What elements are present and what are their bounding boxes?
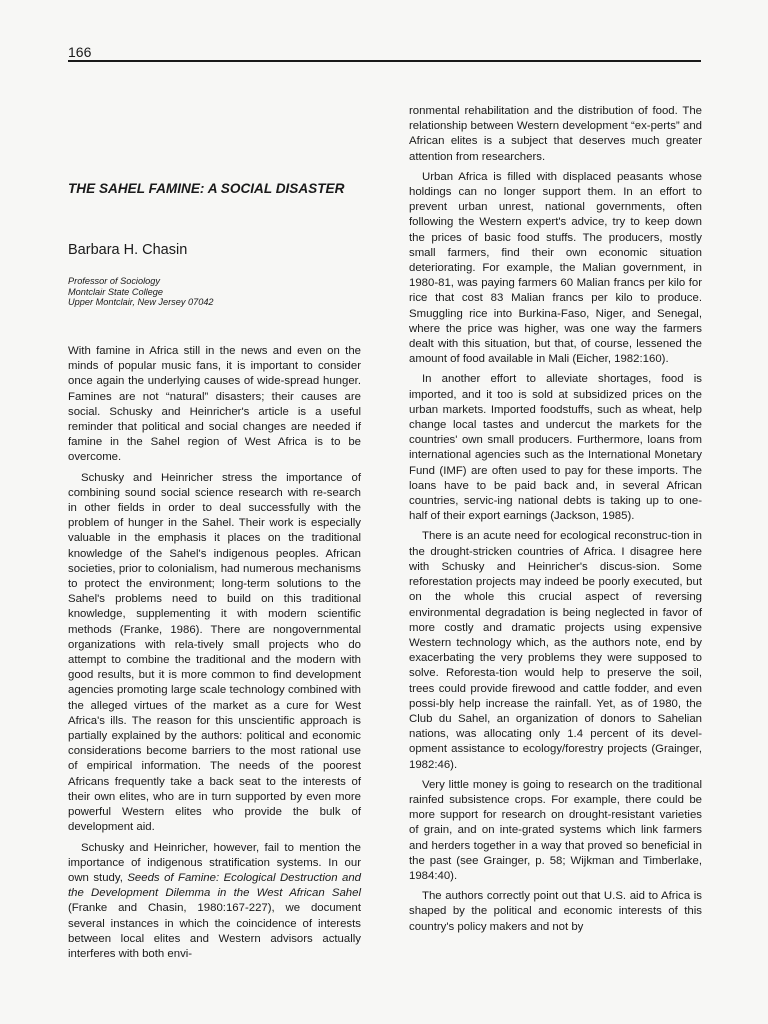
paragraph: With famine in Africa still in the news and even on the minds of popular music fans, it is important to consider once again the underlying causes of wide-spread hunger. Famines are not “natural” disasters; their causes are social. Schusky and Heinricher's article is a useful reminder that political and social changes are needed if famine in the Sahel region of West Africa is to be overcome. [68, 345, 361, 464]
page-number: 166 [68, 44, 92, 60]
header-rule [68, 60, 701, 62]
right-column [409, 104, 702, 940]
paragraph: ronmental rehabilitation and the distribution of food. The relationship between Western development “ex-perts” and African elites is a subject that deserves much greater attention from researchers. [409, 105, 702, 163]
paragraph: The authors correctly point out that U.S. aid to Africa is shaped by the political and economic interests of this country's policy makers and not by [409, 890, 702, 933]
article-title: THE SAHEL FAMINE: A SOCIAL DISASTER [68, 181, 345, 196]
affiliation-line: Professor of Sociology [68, 276, 160, 286]
book-title: Seeds of Famine: Ecological Destruction and the Development Dilemma in the West African Sahel [68, 871, 361, 900]
paragraph: Very little money is going to research on the traditional rainfed subsistence crops. For example, there could be more support for research on drought-resistant varieties of grain, and on inte-grated systems which link farmers and herders together in a way that proved so beneficial in the past (see Grainger, p. 58; Wijkman and Timberlake, 1984:40). [409, 778, 702, 882]
affiliation-line: Montclair State College [68, 286, 163, 297]
author-name: Barbara H. Chasin [68, 242, 188, 258]
author-affiliation [68, 276, 361, 308]
paragraph: Urban Africa is filled with displaced peasants whose holdings can no longer support them. In an effort to prevent urban unrest, national governments, often following the Western expert's advice, try to keep down the prices of basic food stuffs. The producers, mostly small farmers, find their own economic situation deteriorating. For example, the Malian government, in 1980-81, was paying farmers 60 Malian francs per kilo for rice that cost 83 Malian francs per kilo to produce. Smuggling rice into Burkina-Faso, Niger, and Senegal, where the price was higher, was one way the farmers dealt with this situation, but that, of course, lessened the amount of food available in Mali (Eicher, 1982:160). [409, 170, 702, 366]
paragraph: There is an acute need for ecological reconstruc-tion in the drought-stricken countries of Africa. I disagree here with Schusky and Heinricher's discus-sion. Some reforestation projects may indeed be poorly executed, but on the whole this crucial aspect of reversing environmental degradation is being neglected in favor of more costly and dramatic projects using expensive Western technology which, as the authors note, end by exacerbating the very problems they were supposed to solve. Reforesta-tion would help to preserve the soil, trees could provide firewood and cattle fodder, and even possi-bly help increase the rainfall. Yet, as of 1980, the Club du Sahel, an organization of donors to Sahelian nations, was allocating only 1.4 percent of its devel-opment assistance to ecology/forestry projects (Grainger, 1982:46). [409, 530, 702, 771]
paragraph-text: (Franke and Chasin, 1980:167-227), we document several instances in which the coincidence of interests between local elites and Western advisors actually interferes with both envi- [68, 902, 361, 960]
paragraph-text: Schusky and Heinricher, however, fail to mention the importance of indigenous stratification systems. In our own study, [68, 841, 361, 884]
paragraph: Schusky and Heinricher stress the importance of combining sound social science research with re-search in other fields in order to deal successfully with the problem of hunger in the Sahel. Their work is especially valuable in the emphasis it places on the traditional knowledge of the Sahel's indigenous peoples. African societies, prior to colonialism, had numerous mechanisms to protect the environment; long-term solutions to the Sahel's problems need to build on this traditional knowledge, supplementing it with modern scientific methods (Franke, 1986). There are nongovernmental organizations with rela-tively small projects who do attempt to combine the traditional and the modern with good results, but it is more common to find development agencies promoting large scale technology combined with the alleged virtues of the market as a cure for West Africa's ills. The reason for this unscientific approach is partially explained by the authors: political and economic considerations become barriers to the most rational use of empirical information. The needs of the poorest Africans frequently take a back seat to the interests of their own elites, who are in turn supported by even more powerful Western elites who provide the bulk of development aid. [68, 471, 361, 834]
paragraph [68, 841, 361, 963]
left-column [68, 344, 361, 967]
affiliation-line: Upper Montclair, New Jersey 07042 [68, 297, 214, 308]
paragraph: In another effort to alleviate shortages, food is imported, and it too is sold at subsidized prices on the urban markets. Imported foodstuffs, such as wheat, help change local tastes and undercut the markets for the countries' own small producers. Furthermore, loans from international agencies such as the International Monetary Fund (IMF) are often used to pay for these imports. The loans have to be paid back and, in several African countries, servic-ing national debts is taking up to one-half of their export earnings (Jackson, 1985). [409, 373, 702, 523]
